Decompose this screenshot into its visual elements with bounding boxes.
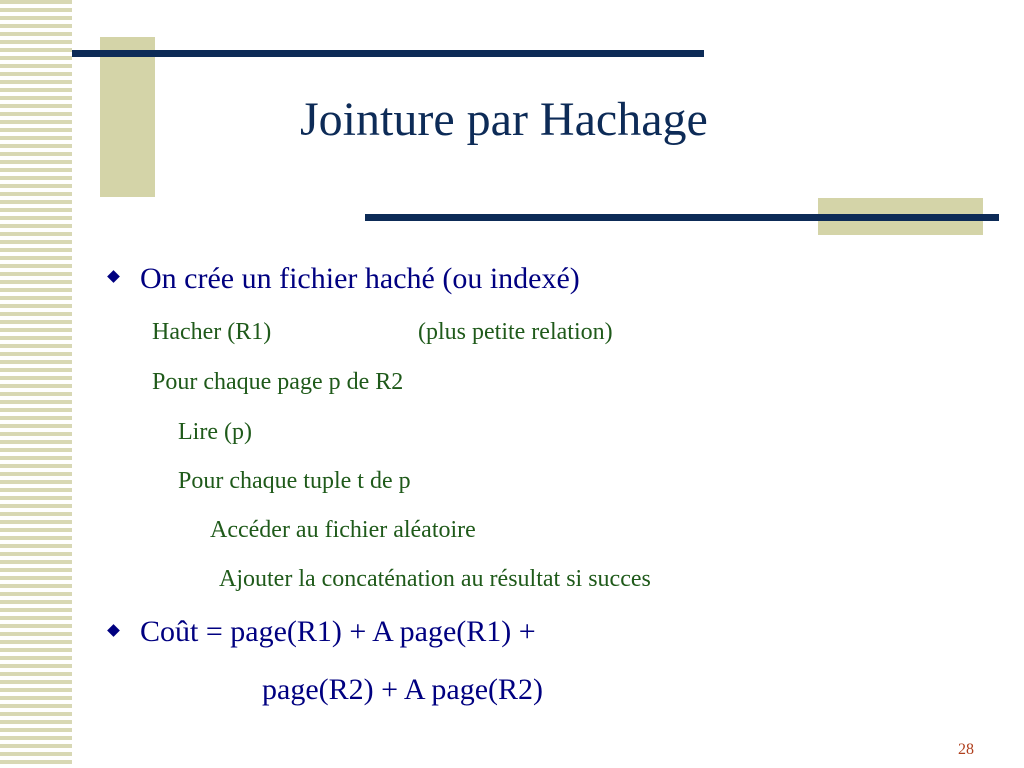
bullet-text-2: Coût = page(R1) + A page(R1) + <box>140 615 536 648</box>
slide-title: Jointure par Hachage <box>300 93 708 146</box>
sub-line-hacher-note: (plus petite relation) <box>418 319 613 345</box>
sub-line-pour-tuple: Pour chaque tuple t de p <box>178 468 411 494</box>
sub-line-hacher: Hacher (R1) <box>152 319 272 345</box>
decorative-tan-block-top <box>100 37 155 197</box>
cost-continuation: page(R2) + A page(R2) <box>262 673 544 706</box>
sub-line-ajouter: Ajouter la concaténation au résultat si succes <box>219 566 651 592</box>
decorative-stripes <box>0 0 72 768</box>
sub-line-pour-page: Pour chaque page p de R2 <box>152 369 404 395</box>
diamond-bullet-icon <box>107 624 120 637</box>
sub-line-acceder: Accéder au fichier aléatoire <box>210 517 476 543</box>
page-number: 28 <box>958 741 974 758</box>
diamond-bullet-icon <box>107 270 120 283</box>
bullet-text-1: On crée un fichier haché (ou indexé) <box>140 262 580 295</box>
decorative-navy-line-top <box>72 50 704 57</box>
decorative-navy-line-bottom <box>365 214 999 221</box>
sub-line-lire: Lire (p) <box>178 419 252 445</box>
